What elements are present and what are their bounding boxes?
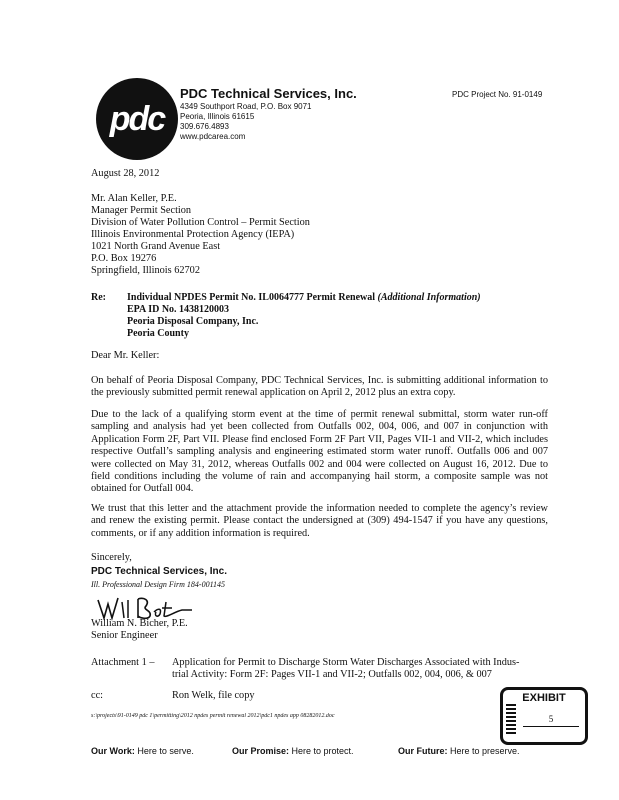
footer-work-label: Our Work: [91, 746, 135, 756]
re-additional-info: (Additional Information) [377, 292, 481, 303]
exhibit-tab-mark [506, 704, 516, 734]
paragraph-2: Due to the lack of a qualifying storm event at the time of permit renewal submittal, storm water run-off sampling and analysis had yet been collected from Outfalls 002, 004, 006, and 007 in conjunction with Application Form 2F, Part VII. Please find enclosed Form 2F Part VII, Pages VII-1 and VII-2, which includes respective Outfall’s sampling analysis and engineering estimated storm water runoff. Outfalls 006 and 007 were collected on May 31, 2012, whereas Outfalls 002 and 004 were collected on August 16, 2012. Due to field conditions including the volume of rain and accompanying hail storm, a composite sample was not obtained for Outfall 004. [91, 409, 548, 495]
address-line-2: Peoria, Illinois 61615 [180, 112, 255, 121]
file-path: s:\projects\91-0149 pdc 1\permitting\2012 npdes permit renewal 2012\pdc1 npdes app 08282012.doc [91, 713, 335, 719]
cc-label: cc: [91, 690, 104, 701]
footer-work [91, 746, 194, 756]
re-permit: Individual NPDES Permit No. IL0064777 Permit Renewal [127, 292, 376, 303]
attachment-line-1: Application for Permit to Discharge Storm Water Discharges Associated with Indus- [172, 657, 520, 668]
design-firm: Ill. Professional Design Firm 184-001145 [91, 580, 225, 589]
recipient-line: 1021 North Grand Avenue East [91, 241, 221, 252]
recipient-line: P.O. Box 19276 [91, 253, 157, 264]
re-county: Peoria County [127, 328, 189, 339]
footer-promise-value: Here to protect. [291, 746, 354, 756]
recipient-line: Illinois Environmental Protection Agency (IEPA) [91, 229, 295, 240]
recipient-line: Division of Water Pollution Control – Permit Section [91, 217, 310, 228]
letter-date: August 28, 2012 [91, 168, 160, 179]
exhibit-title: EXHIBIT [522, 692, 566, 704]
footer-promise [232, 746, 354, 756]
paragraph-3: We trust that this letter and the attachment provide the information needed to complete the agency’s review and renew the existing permit. Please contact the undersigned at (309) 494-1547 if you have any questions, comments, or if any addition information is required. [91, 503, 548, 539]
paragraph-1: On behalf of Peoria Disposal Company, PDC Technical Services, Inc. is submitting additional information to the previously submitted permit renewal application on April 2, 2012 plus an extra copy. [91, 375, 548, 399]
recipient-line: Manager Permit Section [91, 205, 192, 216]
attachment-line-2: trial Activity: Form 2F: Pages VII-1 and VII-2; Outfalls 002, 004, 006, & 007 [172, 669, 492, 680]
company-name: PDC Technical Services, Inc. [180, 86, 357, 101]
exhibit-sticker [500, 687, 588, 745]
exhibit-number: 5 [548, 714, 554, 724]
signer-name: William N. Bicher, P.E. [91, 618, 188, 629]
website: www.pdcarea.com [180, 132, 246, 141]
closing-sincerely: Sincerely, [91, 552, 132, 563]
re-epa-id: EPA ID No. 1438120003 [127, 304, 230, 315]
logo-text: pdc [109, 100, 165, 138]
attachment-label: Attachment 1 – [91, 657, 155, 668]
re-company: Peoria Disposal Company, Inc. [127, 316, 259, 327]
phone: 309.676.4893 [180, 122, 229, 131]
project-number: PDC Project No. 91-0149 [452, 90, 543, 99]
footer-future-value: Here to preserve. [450, 746, 520, 756]
re-subject-line [127, 292, 481, 303]
exhibit-underline [523, 726, 579, 727]
footer-future [398, 746, 520, 756]
signer-title: Senior Engineer [91, 630, 158, 641]
footer-future-label: Our Future: [398, 746, 448, 756]
footer-promise-label: Our Promise: [232, 746, 290, 756]
address-line-1: 4349 Southport Road, P.O. Box 9071 [180, 102, 312, 111]
cc-value: Ron Welk, file copy [172, 690, 255, 701]
recipient-line: Springfield, Illinois 62702 [91, 265, 200, 276]
closing-company: PDC Technical Services, Inc. [91, 566, 227, 577]
re-label: Re: [91, 292, 106, 303]
footer-work-value: Here to serve. [137, 746, 194, 756]
recipient-line: Mr. Alan Keller, P.E. [91, 193, 177, 204]
salutation: Dear Mr. Keller: [91, 350, 160, 361]
